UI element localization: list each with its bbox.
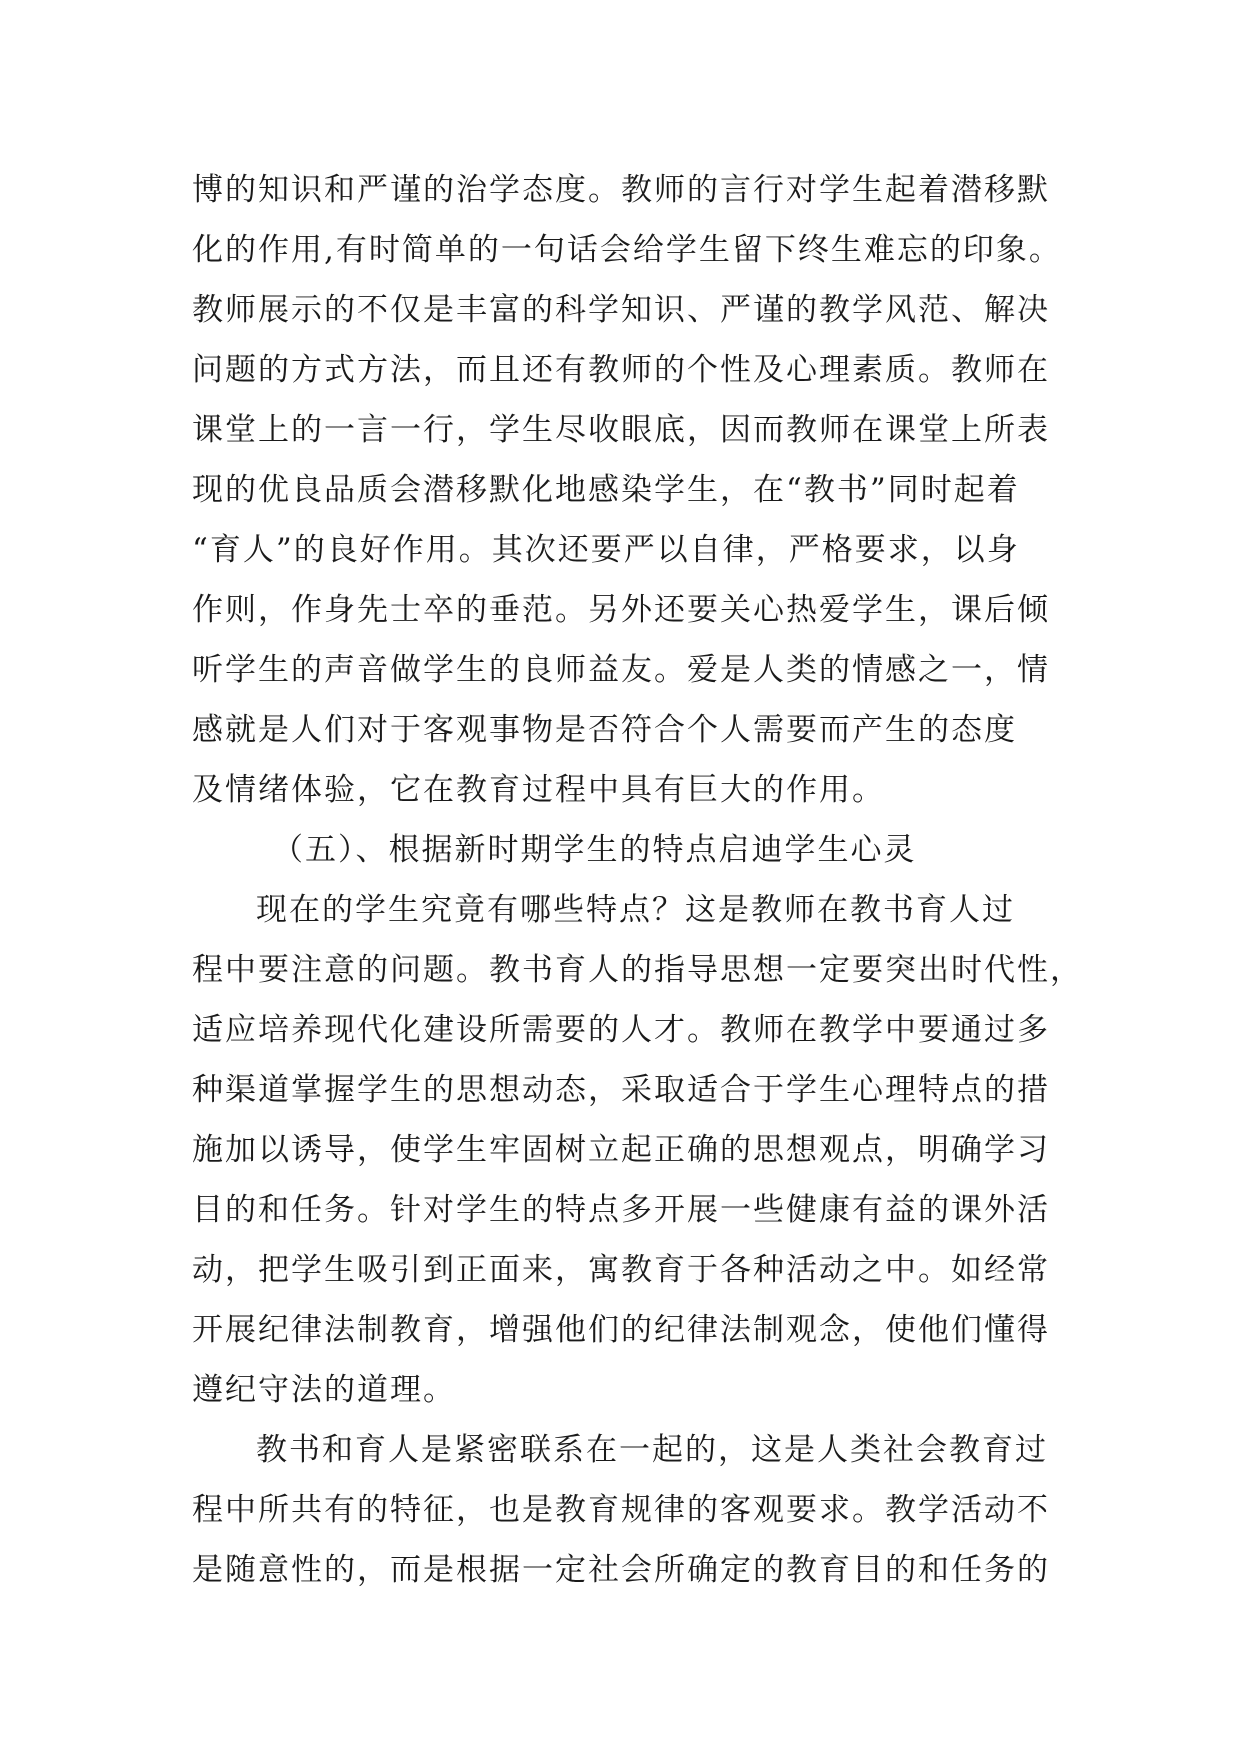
- text-line: 博的知识和严谨的治学态度。教师的言行对学生起着潜移默: [192, 172, 1050, 208]
- text-line: 目的和任务。针对学生的特点多开展一些健康有益的课外活: [192, 1192, 1050, 1228]
- text-line: 教书和育人是紧密联系在一起的，这是人类社会教育过: [256, 1432, 1048, 1468]
- text-line: 开展纪律法制教育，增强他们的纪律法制观念，使他们懂得: [192, 1312, 1050, 1348]
- text-line: 施加以诱导，使学生牢固树立起正确的思想观点，明确学习: [192, 1132, 1050, 1168]
- text-line: 听学生的声音做学生的良师益友。爱是人类的情感之一，情: [192, 652, 1050, 688]
- text-line: 动，把学生吸引到正面来，寓教育于各种活动之中。如经常: [192, 1252, 1050, 1288]
- text-line: 现的优良品质会潜移默化地感染学生，在“教书”同时起着: [192, 472, 1020, 508]
- body-text: [192, 160, 1152, 1600]
- text-line: 遵纪守法的道理。: [192, 1372, 456, 1408]
- text-line: 作则，作身先士卒的垂范。另外还要关心热爱学生，课后倾: [192, 592, 1050, 628]
- section-heading: （五）、根据新时期学生的特点启迪学生心灵: [272, 832, 917, 868]
- text-line: 现在的学生究竟有哪些特点？这是教师在教书育人过: [256, 892, 1015, 928]
- text-line: 程中所共有的特征，也是教育规律的客观要求。教学活动不: [192, 1492, 1050, 1528]
- text-line: 课堂上的一言一行，学生尽收眼底，因而教师在课堂上所表: [192, 412, 1050, 448]
- text-line: 是随意性的，而是根据一定社会所确定的教育目的和任务的: [192, 1552, 1050, 1588]
- text-line: 问题的方式方法，而且还有教师的个性及心理素质。教师在: [192, 352, 1050, 388]
- text-line: 适应培养现代化建设所需要的人才。教师在教学中要通过多: [192, 1012, 1050, 1048]
- text-line: 及情绪体验，它在教育过程中具有巨大的作用。: [192, 772, 885, 808]
- text-line: “育人”的良好作用。其次还要严以自律，严格要求，以身: [192, 532, 1020, 568]
- text-line: 感就是人们对于客观事物是否符合个人需要而产生的态度: [192, 712, 1017, 748]
- text-line: 教师展示的不仅是丰富的科学知识、严谨的教学风范、解决: [192, 292, 1050, 328]
- text-line: 种渠道掌握学生的思想动态，采取适合于学生心理特点的措: [192, 1072, 1050, 1108]
- text-line: 程中要注意的问题。教书育人的指导思想一定要突出时代性，: [192, 952, 1083, 988]
- text-line: 化的作用,有时简单的一句话会给学生留下终生难忘的印象。: [192, 232, 1062, 268]
